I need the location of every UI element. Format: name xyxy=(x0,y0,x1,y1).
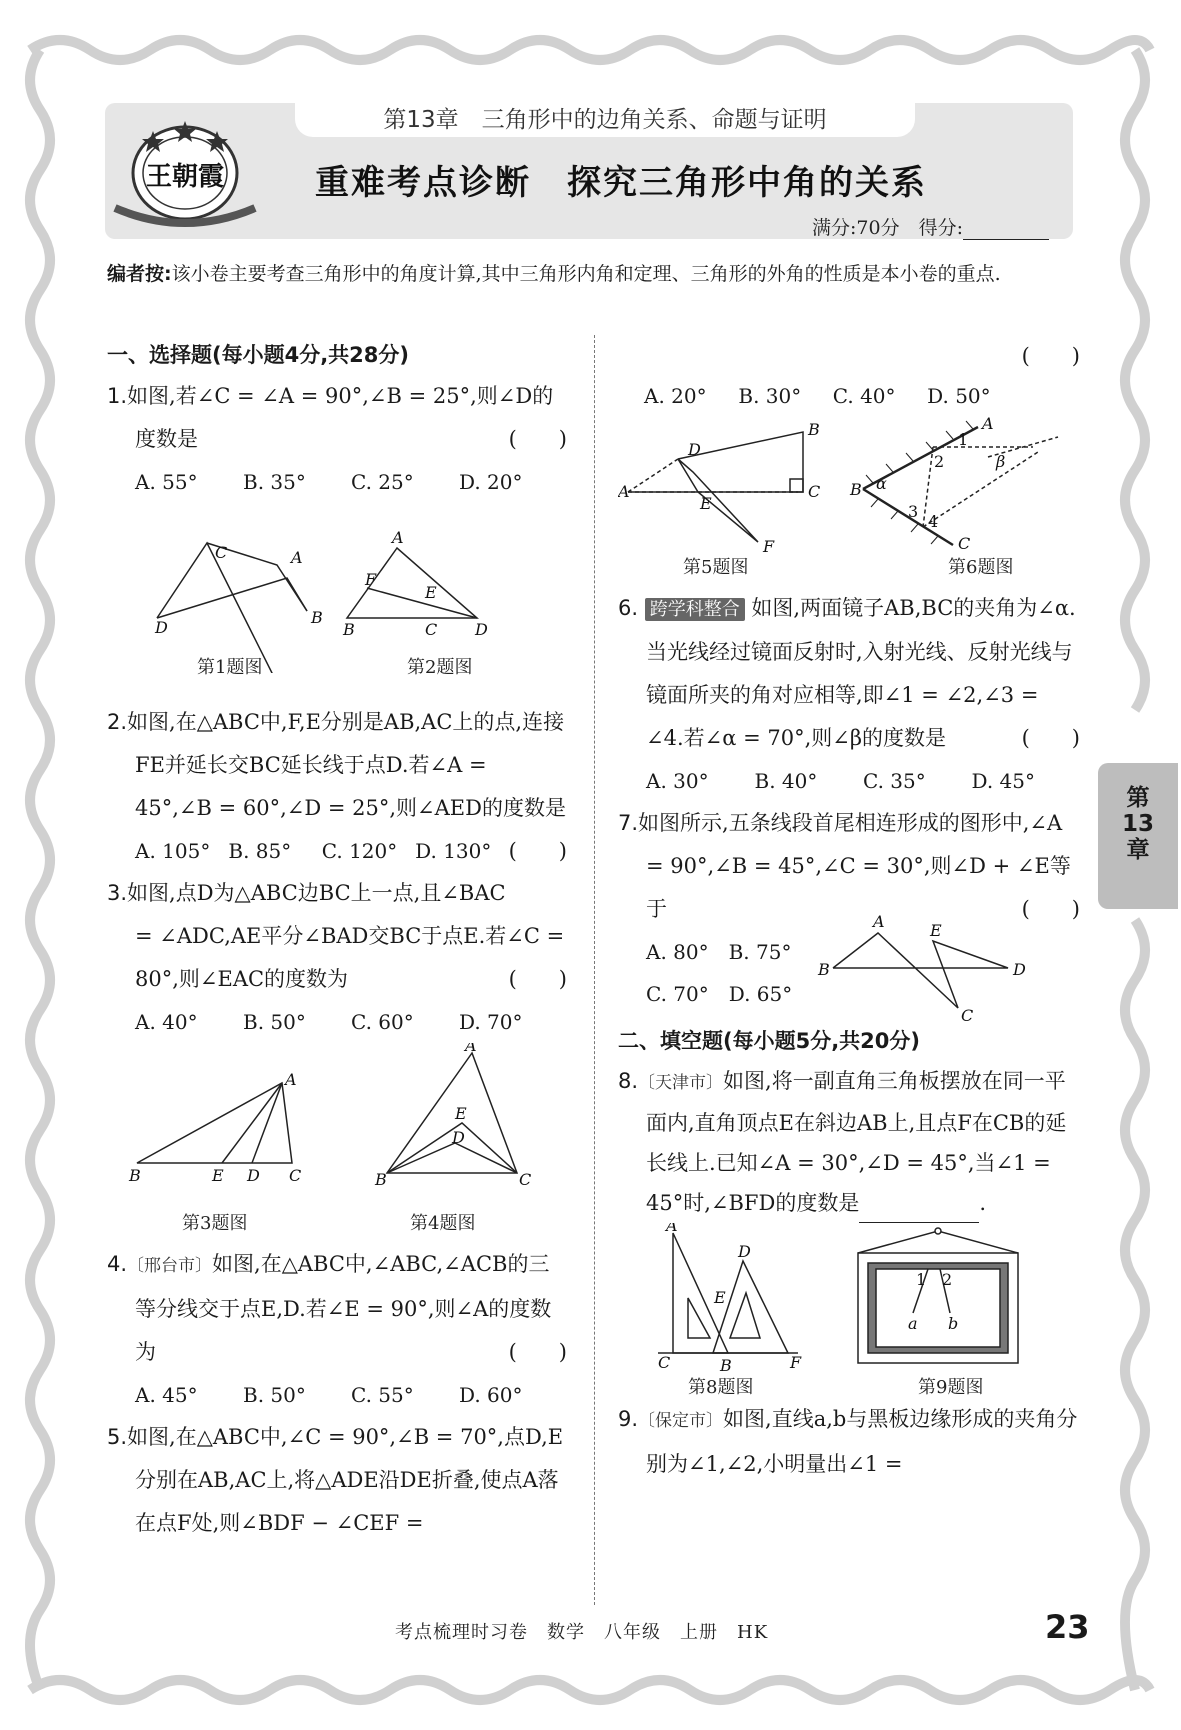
left-column xyxy=(107,335,567,1545)
figure-5-6-drawing xyxy=(618,417,1080,557)
figure-1-2-drawing xyxy=(107,503,567,673)
q4-option-b[interactable]: B. 50° xyxy=(243,1383,306,1407)
svg-text:A: A xyxy=(873,913,885,931)
q3-option-b[interactable]: B. 50° xyxy=(243,1010,306,1034)
page-number: 23 xyxy=(1045,1608,1090,1646)
q4-option-d[interactable]: D. 60° xyxy=(459,1383,523,1407)
q5-option-a[interactable]: A. 20° xyxy=(644,384,707,408)
q1-option-c[interactable]: C. 25° xyxy=(351,470,414,494)
q2-answer-paren[interactable]: ( ) xyxy=(508,839,567,863)
q7-answer-paren[interactable]: ( ) xyxy=(1021,897,1080,921)
q3-number: 3. xyxy=(107,881,128,905)
figure-5-caption: 第5题图 xyxy=(683,557,749,578)
svg-text:C: C xyxy=(658,1353,671,1372)
q2-option-c[interactable]: C. 120° xyxy=(321,839,398,863)
q3-text: 如图,点D为△ABC边BC上一点,且∠BAC = ∠ADC,AE平分∠BAD交BC于点E.若∠C = 80°,则∠EAC的度数为 xyxy=(127,881,565,991)
svg-text:1: 1 xyxy=(958,430,969,449)
q8-answer-blank[interactable] xyxy=(859,1198,979,1223)
svg-text:A: A xyxy=(465,1043,477,1055)
svg-text:F: F xyxy=(790,1353,802,1372)
svg-text:4: 4 xyxy=(928,512,939,531)
q2-option-d[interactable]: D. 130° xyxy=(415,839,492,863)
q2-number: 2. xyxy=(107,710,128,734)
svg-text:D: D xyxy=(452,1128,465,1147)
q4-option-a[interactable]: A. 45° xyxy=(135,1383,198,1407)
q1-number: 1. xyxy=(107,384,128,408)
svg-text:B: B xyxy=(808,420,820,439)
svg-text:α: α xyxy=(876,474,887,493)
svg-text:2: 2 xyxy=(934,452,945,471)
figure-3-caption: 第3题图 xyxy=(182,1213,248,1234)
question-5 xyxy=(107,1416,567,1545)
svg-text:B: B xyxy=(129,1166,141,1185)
q5-continued xyxy=(618,335,1080,375)
svg-text:2: 2 xyxy=(942,1270,953,1289)
svg-text:A: A xyxy=(291,548,303,567)
q9-text: 如图,直线a,b与黑板边缘形成的夹角分别为∠1,∠2,小明量出∠1 = xyxy=(646,1407,1078,1476)
q5-number: 5. xyxy=(107,1425,128,1449)
editor-note xyxy=(107,258,1077,291)
q7-number: 7. xyxy=(618,811,639,835)
svg-text:C: C xyxy=(289,1166,302,1185)
right-column xyxy=(618,335,1080,1486)
score-line xyxy=(812,213,1049,240)
q2-options xyxy=(107,830,509,872)
q5-option-b[interactable]: B. 30° xyxy=(738,384,802,408)
figures-5-6 xyxy=(618,417,1080,587)
q8-number: 8. xyxy=(618,1069,639,1093)
svg-text:D: D xyxy=(1013,960,1026,979)
q7-option-b[interactable]: B. 75° xyxy=(728,940,792,964)
figures-1-2 xyxy=(107,503,567,701)
question-6 xyxy=(618,587,1080,760)
svg-text:F: F xyxy=(763,537,775,556)
chapter-side-tab[interactable] xyxy=(1098,763,1178,909)
section-choice-title: 一、选择题(每小题4分,共28分) xyxy=(107,343,410,367)
figures-8-9 xyxy=(618,1223,1080,1398)
editor-note-text: 该小卷主要考查三角形中的角度计算,其中三角形内角和定理、三角形的外角的性质是本小卷的重点. xyxy=(171,263,1001,285)
figure-8-9-drawing xyxy=(618,1223,1080,1373)
q3-option-d[interactable]: D. 70° xyxy=(459,1010,523,1034)
q6-answer-paren[interactable]: ( ) xyxy=(1021,726,1080,750)
q4-option-c[interactable]: C. 55° xyxy=(351,1383,414,1407)
q6-number: 6. xyxy=(618,596,639,620)
svg-text:B: B xyxy=(375,1170,387,1189)
side-tab-line1: 第 xyxy=(1126,785,1150,811)
footer-text: 考点梳理时习卷 数学 八年级 上册 HK xyxy=(395,1622,769,1643)
figure-2-caption: 第2题图 xyxy=(407,657,473,678)
svg-text:E: E xyxy=(700,494,712,513)
q7-option-d[interactable]: D. 65° xyxy=(728,982,793,1006)
q8-source: 〔天津市〕 xyxy=(638,1073,724,1093)
svg-text:E: E xyxy=(425,583,437,602)
q1-answer-paren[interactable]: ( ) xyxy=(508,427,567,451)
q7-text: 如图所示,五条线段首尾相连形成的图形中,∠A = 90°,∠B = 45°,∠C = 30°,则∠D + ∠E等于 xyxy=(638,811,1071,921)
svg-text:C: C xyxy=(958,534,971,553)
figure-8-caption: 第8题图 xyxy=(688,1377,754,1398)
svg-text:A: A xyxy=(666,1223,678,1235)
svg-text:C: C xyxy=(215,543,228,562)
logo xyxy=(113,113,263,231)
q1-option-a[interactable]: A. 55° xyxy=(135,470,198,494)
q3-options xyxy=(107,1001,567,1043)
figure-6-caption: 第6题图 xyxy=(948,557,1014,578)
score-blank[interactable] xyxy=(963,221,1049,240)
svg-text:E: E xyxy=(212,1166,224,1185)
question-8: 8.〔天津市〕如图,将一副直角三角板摆放在同一平面内,直角顶点E在斜边AB上,且点F在CB的延长线上.已知∠A = 30°,∠D = 45°,当∠1 = 45°时,∠BFD的度数是 . xyxy=(618,1061,1080,1223)
q5-text: 如图,在△ABC中,∠C = 90°,∠B = 70°,点D,E分别在AB,AC上,将△ADE沿DE折叠,使点A落在点F处,则∠BDF − ∠CEF = xyxy=(127,1425,564,1535)
svg-text:1: 1 xyxy=(916,1270,927,1289)
q7-options xyxy=(646,931,796,1015)
svg-text:B: B xyxy=(850,480,862,499)
question-4 xyxy=(107,1243,567,1374)
q6-option-a[interactable]: A. 30° xyxy=(646,769,709,793)
q3-answer-paren[interactable]: ( ) xyxy=(508,967,567,991)
page-title: 重难考点诊断 探究三角形中角的关系 xyxy=(315,163,927,203)
q2-text: 如图,在△ABC中,F,E分别是AB,AC上的点,连接FE并延长交BC延长线于点D.若∠A = 45°,∠B = 60°,∠D = 25°,则∠AED的度数是 xyxy=(127,710,566,820)
svg-text:D: D xyxy=(475,620,488,639)
svg-text:b: b xyxy=(948,1314,959,1333)
q4-source: 〔邢台市〕 xyxy=(127,1256,213,1276)
section-fill-title: 二、填空题(每小题5分,共20分) xyxy=(618,1029,921,1053)
q9-number: 9. xyxy=(618,1407,639,1431)
svg-text:D: D xyxy=(155,618,168,637)
q6-option-d[interactable]: D. 45° xyxy=(971,769,1035,793)
q5-options xyxy=(618,375,1022,417)
column-divider xyxy=(594,335,595,1605)
svg-text:A: A xyxy=(982,417,994,433)
question-3 xyxy=(107,872,567,1001)
q5-option-d[interactable]: D. 50° xyxy=(927,384,991,408)
editor-note-label: 编者按: xyxy=(107,263,172,285)
question-9 xyxy=(618,1398,1080,1486)
q2-option-a[interactable]: A. 105° xyxy=(135,839,211,863)
q3-option-c[interactable]: C. 60° xyxy=(351,1010,414,1034)
q6-option-b[interactable]: B. 40° xyxy=(754,769,818,793)
svg-text:D: D xyxy=(738,1242,751,1261)
svg-text:D: D xyxy=(688,440,701,459)
q3-option-a[interactable]: A. 40° xyxy=(135,1010,198,1034)
svg-text:β: β xyxy=(996,452,1006,471)
svg-text:C: C xyxy=(961,1006,974,1023)
svg-text:B: B xyxy=(818,960,830,979)
logo-text: 王朝霞 xyxy=(145,162,225,192)
svg-text:F: F xyxy=(365,570,377,589)
svg-text:D: D xyxy=(247,1166,260,1185)
q4-options xyxy=(107,1374,567,1416)
svg-text:B: B xyxy=(311,608,323,627)
side-tab-line3: 章 xyxy=(1126,837,1150,863)
q9-source: 〔保定市〕 xyxy=(638,1411,724,1431)
q6-option-c[interactable]: C. 35° xyxy=(863,769,926,793)
q4-number: 4. xyxy=(107,1252,128,1276)
figure-4-caption: 第4题图 xyxy=(410,1213,476,1234)
svg-text:3: 3 xyxy=(908,502,919,521)
svg-text:E: E xyxy=(930,921,942,940)
figure-1-caption: 第1题图 xyxy=(197,657,263,678)
q1-text: 如图,若∠C = ∠A = 90°,∠B = 25°,则∠D的度数是 xyxy=(127,384,554,451)
q6-interdisciplinary-tag: 跨学科整合 xyxy=(645,598,745,621)
q1-option-d[interactable]: D. 20° xyxy=(459,470,523,494)
q5-answer-paren[interactable]: ( ) xyxy=(1021,344,1080,368)
figures-3-4 xyxy=(107,1043,567,1243)
svg-text:A: A xyxy=(285,1070,297,1089)
svg-text:E: E xyxy=(455,1104,467,1123)
figure-3-4-drawing xyxy=(107,1043,567,1208)
figure-7-drawing xyxy=(813,913,1073,1023)
header xyxy=(105,103,1073,239)
side-tab-line2: 13 xyxy=(1121,811,1154,837)
svg-text:B: B xyxy=(343,620,355,639)
svg-text:a: a xyxy=(908,1314,918,1333)
q7-option-c[interactable]: C. 70° xyxy=(646,982,709,1006)
question-1 xyxy=(107,375,567,461)
q6-options xyxy=(618,760,1080,802)
q7-option-a[interactable]: A. 80° xyxy=(646,940,709,964)
q5-option-c[interactable]: C. 40° xyxy=(832,384,896,408)
svg-text:A: A xyxy=(618,482,630,501)
svg-text:C: C xyxy=(519,1170,532,1189)
q1-option-b[interactable]: B. 35° xyxy=(243,470,306,494)
svg-text:B: B xyxy=(720,1356,732,1373)
q7-options-and-figure xyxy=(618,913,1080,1023)
svg-text:C: C xyxy=(808,482,821,501)
q2-option-b[interactable]: B. 85° xyxy=(228,839,292,863)
chapter-title: 第13章 三角形中的边角关系、命题与证明 xyxy=(295,103,915,137)
figure-9-caption: 第9题图 xyxy=(918,1377,984,1398)
q4-text: 如图,在△ABC中,∠ABC,∠ACB的三等分线交于点E,D.若∠E = 90°,则∠A的度数为 xyxy=(135,1252,552,1364)
q1-options xyxy=(107,461,567,503)
q4-answer-paren[interactable]: ( ) xyxy=(508,1340,567,1364)
svg-text:C: C xyxy=(425,620,438,639)
q8-text: 如图,将一副直角三角板摆放在同一平面内,直角顶点E在斜边AB上,且点F在CB的延长线上.已知∠A = 30°,∠D = 45°,当∠1 = 45°时,∠BFD的度数是 xyxy=(646,1069,1067,1215)
question-7 xyxy=(618,802,1080,931)
svg-text:E: E xyxy=(714,1288,726,1307)
score-label: 满分:70分 得分: xyxy=(812,217,963,239)
q6-text: 如图,两面镜子AB,BC的夹角为∠α.当光线经过镜面反射时,入射光线、反射光线与镜面所夹的角对应相等,即∠1 = ∠2,∠3 = ∠4.若∠α = 70°,则∠β的度数是 xyxy=(646,596,1076,750)
svg-text:A: A xyxy=(392,528,404,547)
